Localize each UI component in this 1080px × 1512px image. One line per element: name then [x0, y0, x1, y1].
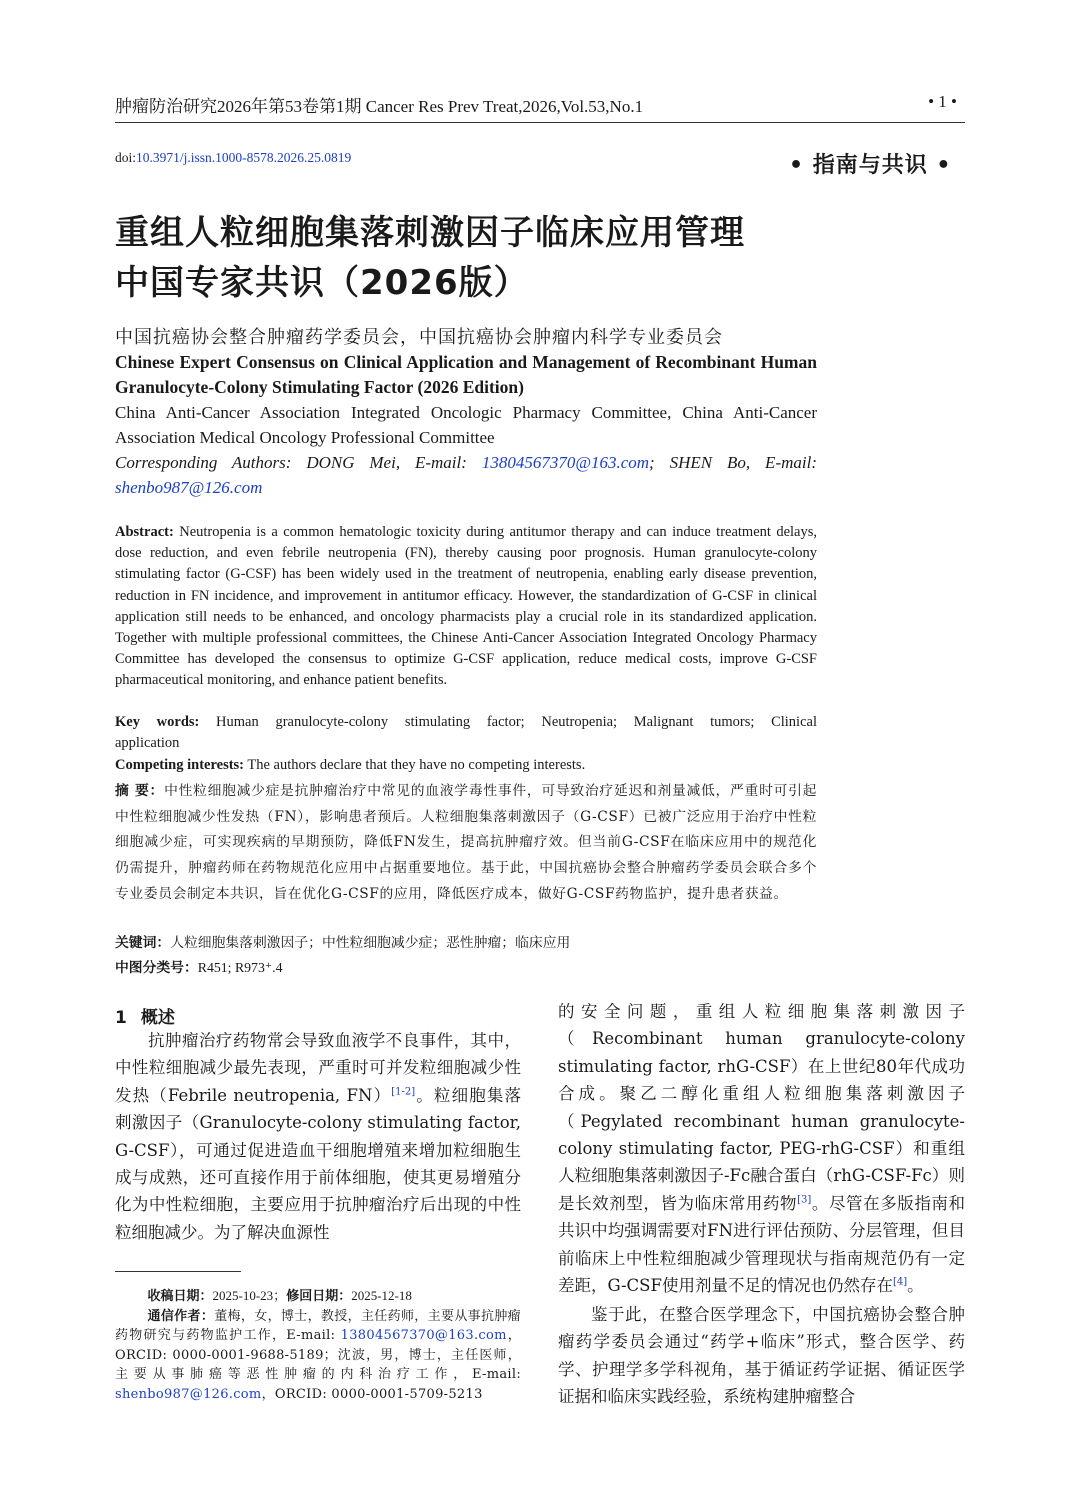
body-text: 抗肿瘤治疗药物常会导致血液学不良事件，其中，中性粒细胞减少最先表现，严重时可并发粒细胞减少性发热（Febrile neutropenia, FN）	[115, 1031, 521, 1105]
body-text: 。	[907, 1276, 924, 1296]
footnote	[115, 1286, 521, 1405]
competing-label: Competing interests:	[115, 757, 245, 773]
corresponding-label: Corresponding Authors:	[115, 453, 292, 472]
body-text: 的安全问题，重组人粒细胞集落刺激因子（Recombinant human granulocyte-colony stimulating factor, rhG-CSF）在上世纪80年代成功合成。聚乙二醇化重组人粒细胞集落刺激因子（Pegylated recombinant human granulocyte-colony stimulating factor, PEG-rhG-CSF）和重组人粒细胞集落刺激因子-Fc融合蛋白（rhG-CSF-Fc）则是长效剂型，皆为临床常用药物	[558, 1002, 965, 1213]
competing-interests	[115, 755, 817, 776]
authors-cn: 中国抗癌协会整合肿瘤药学委员会，中国抗癌协会肿瘤内科学专业委员会	[115, 327, 723, 348]
keywords-cn	[115, 931, 570, 951]
body-text: 。粒细胞集落刺激因子（Granulocyte-colony stimulating factor, G-CSF），可通过促进造血干细胞增殖来增加粒细胞生成与成熟，还可直接作用于前体细胞，使其更易增殖分化为中性粒细胞，主要应用于抗肿瘤治疗后出现的中性粒细胞减少。为了解决血源性	[115, 1085, 521, 1242]
organization-en: China Anti-Cancer Association Integrated Oncologic Pharmacy Committee, China Anti-Cancer Association Medical Oncology Professional Committee	[115, 403, 817, 447]
received-label: 收稿日期：	[147, 1289, 213, 1304]
footnote-corr-label: 通信作者：	[147, 1308, 215, 1324]
title-line-2: 中国专家共识（2026版）	[115, 263, 529, 303]
header-divider	[115, 122, 965, 123]
citation-ref[interactable]: [3]	[797, 1194, 812, 1206]
journal-citation: 肿瘤防治研究2026年第53卷第1期 Cancer Res Prev Treat,2026,Vol.53,No.1	[115, 97, 644, 116]
classification-text: R451; R973⁺.4	[197, 960, 283, 975]
citation-ref[interactable]: [4]	[892, 1276, 908, 1288]
abstract-cn-text: 中性粒细胞减少症是抗肿瘤治疗中常见的血液学毒性事件，可导致治疗延迟和剂量减低，严重时可引起中性粒细胞减少性发热（FN），影响患者预后。人粒细胞集落刺激因子（G-CSF）已被广泛应用于治疗中性粒细胞减少症，可实现疾病的早期预防，降低FN发生，提高抗肿瘤疗效。但当前G-CSF在临床应用中的规范化仍需提升，肿瘤药师在药物规范化应用中占据重要地位。基于此，中国抗癌协会整合肿瘤药学委员会联合多个专业委员会制定本共识，旨在优化G-CSF的应用，降低医疗成本，做好G-CSF药物监护，提升患者获益。	[115, 783, 818, 902]
doi-link[interactable]: 10.3971/j.issn.1000-8578.2026.25.0819	[136, 150, 352, 165]
footnote-corr-text-1: 董梅，女，博士，教授，主任药师，主要从事抗肿瘤药物研究与药物监护工作，E-mail:	[115, 1308, 521, 1344]
footnote-corr-text-3: ，ORCID: 0000-0001-5709-5213	[261, 1386, 483, 1402]
section-number: 1	[115, 1008, 127, 1028]
doi-line	[115, 150, 351, 166]
footnote-corresponding	[115, 1307, 521, 1405]
title-line-1: 重组人粒细胞集落刺激因子临床应用管理	[115, 213, 745, 253]
competing-text: The authors declare that they have no competing interests.	[244, 757, 586, 773]
abstract-cn	[115, 779, 817, 908]
keywords-cn-label: 关键词：	[115, 935, 171, 951]
revised-label: 修回日期：	[286, 1289, 352, 1304]
article-title	[115, 208, 875, 308]
abstract-label: Abstract:	[115, 524, 174, 540]
corresponding-text-2: ; SHEN Bo, E-mail:	[649, 453, 817, 472]
body-left-column	[115, 1027, 521, 1246]
corresponding-text-1: DONG Mei, E-mail:	[291, 453, 482, 472]
footnote-email-dong[interactable]: 13804567370@163.com	[340, 1328, 507, 1344]
classification-number	[115, 956, 283, 976]
body-right-paragraph-2: 鉴于此，在整合医学理念下，中国抗癌协会整合肿瘤药学委员会通过“药学+临床”形式，整合医学、药学、护理学多学科视角，基于循证药学证据、循证医学证据和临床实践经验，系统构建肿瘤整合	[558, 1305, 965, 1407]
section-heading	[115, 1003, 175, 1028]
corresponding-authors	[115, 450, 817, 500]
email-link-dong[interactable]: 13804567370@163.com	[481, 453, 650, 472]
keywords-en	[115, 712, 817, 733]
section-tag: • 指南与共识 •	[789, 153, 952, 178]
keywords-en-continued: application	[115, 735, 180, 751]
keywords-label: Key words:	[115, 714, 200, 730]
classification-label: 中图分类号：	[115, 960, 198, 976]
footnote-email-shen[interactable]: shenbo987@126.com	[115, 1386, 262, 1402]
footnote-dates	[115, 1286, 521, 1307]
body-text: 。尽管在多版指南和共识中均强调需要对FN进行评估预防、分层管理，但目前临床上中性粒细胞减少管理现状与指南规范仍有一定差距，G-CSF使用剂量不足的情况也仍然存在	[558, 1193, 966, 1296]
running-head	[115, 92, 965, 120]
footnote-corr-text-2: ，ORCID: 0000-0001-9688-5189；沈波，男，博士，主任医师，主要从事肺癌等恶性肿瘤的内科治疗工作，E-mail:	[115, 1328, 521, 1383]
page-number: • 1 •	[928, 92, 957, 111]
footnote-divider	[115, 1271, 241, 1272]
revised-date: 2025-12-18	[351, 1288, 412, 1303]
received-date: 2025-10-23；	[212, 1288, 287, 1303]
citation-ref[interactable]: [1-2]	[391, 1086, 416, 1098]
title-en: Chinese Expert Consensus on Clinical Application and Management of Recombinant Human Granulocyte-Colony Stimulating Factor (2026 Edition)	[115, 352, 817, 397]
section-title: 概述	[140, 1008, 175, 1028]
keywords-cn-text: 人粒细胞集落刺激因子；中性粒细胞减少症；恶性肿瘤；临床应用	[170, 935, 571, 951]
abstract-en	[115, 522, 817, 692]
keywords-text-line-1: Human granulocyte-colony stimulating factor; Neutropenia; Malignant tumors; Clinical	[199, 714, 817, 730]
doi-prefix: doi:	[115, 150, 137, 165]
abstract-cn-label: 摘 要：	[115, 783, 165, 799]
abstract-text: Neutropenia is a common hematologic toxicity during antitumor therapy and can induce treatment delays, dose reduction, and even febrile neutropenia (FN), thereby causing poor prognosis. Human granulocyte-colony stimulating factor (G-CSF) has been widely used in the treatment of neutropenia, enabling early disease prevention, reduction in FN incidence, and improvement in antitumor efficacy. However, the standardization of G-CSF in clinical application still needs to be enhanced, and oncology pharmacists play a crucial role in its standardized application. Together with multiple professional committees, the Chinese Anti-Cancer Association Integrated Oncology Pharmacy Committee has developed the consensus to optimize G-CSF application, reduce medical costs, improve G-CSF pharmaceutical monitoring, and enhance patient benefits.	[115, 524, 817, 689]
body-right-column	[558, 998, 965, 1299]
email-link-shen[interactable]: shenbo987@126.com	[115, 478, 263, 497]
